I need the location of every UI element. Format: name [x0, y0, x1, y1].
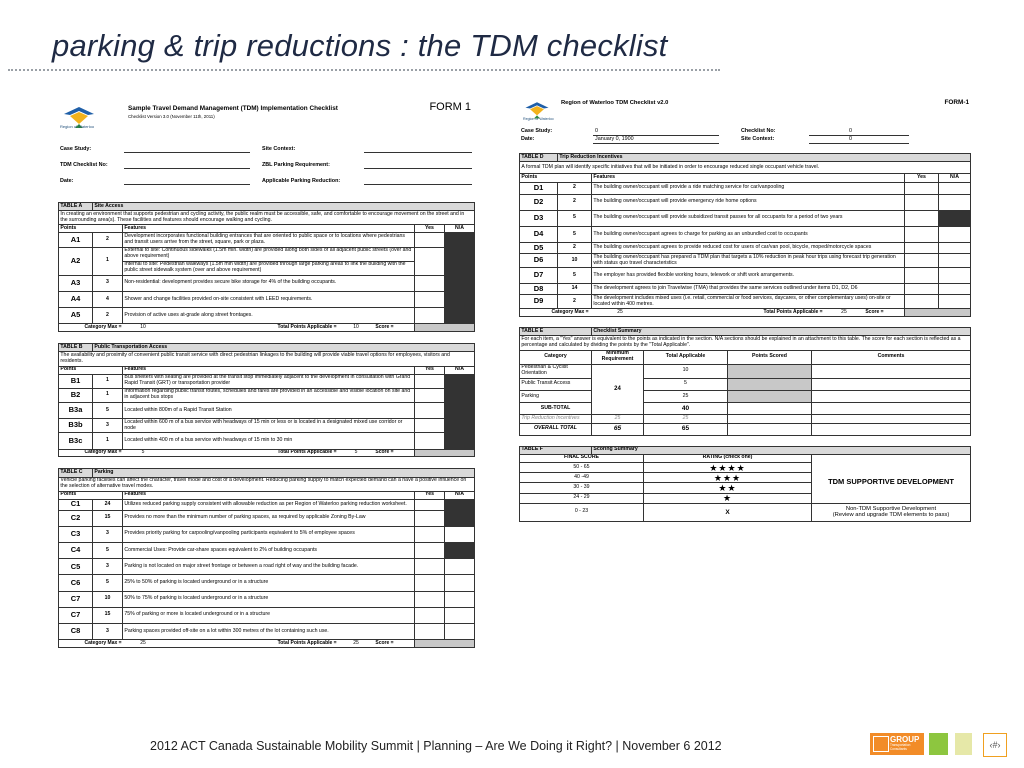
table-row: B3b 3 Located within 600 m of a bus service with headways of 15 min or less or is located in a designated mixed use corridor or node [59, 419, 475, 433]
na-checkbox[interactable] [445, 526, 475, 542]
table-row: D7 5 The employer has provided flexible working hours, telework or shift work arrangements. [520, 268, 971, 284]
table-row: Trip Reduction Incentives 25 25 [520, 415, 971, 423]
yes-checkbox[interactable] [415, 526, 445, 542]
table-desc: For each item, a "Yes" answer is equivalent to the points as indicated in the section. N/A sections should be explained in an attachment to this table. The score for each section is reflected as a percentage and calculated by dividing the points by the "Total Applicable". [520, 336, 971, 350]
na-checkbox[interactable] [444, 419, 474, 433]
yes-checkbox[interactable] [415, 624, 445, 640]
category-totals-row: Category Max = 10 Total Points Applicable = 10 Score = [59, 324, 475, 332]
field-underline [809, 135, 909, 136]
table-code: TABLE D [520, 154, 558, 162]
yes-checkbox[interactable] [904, 295, 938, 309]
yes-checkbox[interactable] [414, 292, 444, 308]
na-checkbox[interactable] [445, 559, 475, 575]
rating-check-mark[interactable]: X [644, 503, 812, 521]
yes-checkbox[interactable] [904, 254, 938, 268]
case-study-label: Case Study: [60, 146, 92, 152]
na-checkbox[interactable] [938, 227, 970, 243]
table-row: Pedestrian & Cyclist Orientation 24 10 [520, 364, 971, 378]
table-row: SUB-TOTAL 40 [520, 403, 971, 415]
yes-checkbox[interactable] [414, 233, 444, 247]
table-code: TABLE A [59, 203, 93, 211]
applicable-label: Applicable Parking Reduction: [262, 178, 341, 184]
yes-checkbox[interactable] [904, 268, 938, 284]
yes-checkbox[interactable] [414, 247, 444, 275]
form-subtitle: Checklist Version 3.0 (November 11th, 2011) [128, 114, 215, 119]
yes-checkbox[interactable] [904, 243, 938, 254]
yes-header: Yes [414, 225, 444, 233]
field-underline [809, 143, 909, 144]
na-checkbox[interactable] [444, 388, 474, 402]
yes-checkbox[interactable] [415, 543, 445, 559]
table-row: C5 3 Parking is not located on major street frontage or between a road right of way and the building facade. [59, 559, 475, 575]
features-header: Features [123, 225, 415, 233]
table-e [519, 327, 971, 435]
form-title: Region of Waterloo TDM Checklist v2.0 [561, 100, 669, 106]
checklist-no-field[interactable] [124, 168, 250, 169]
na-checkbox[interactable] [938, 284, 970, 295]
non-supportive-label: Non-TDM Supportive Development (Review and upgrade TDM elements to pass) [812, 503, 971, 521]
date-label: Date: [521, 136, 535, 142]
yellow-block [955, 733, 972, 755]
table-desc: In creating an environment that supports pedestrian and cycling activity, the public realm must be accessible, safe, and comfortable to encourage movement on the street and in the surrounding area(s). These facilities and features should encourage walking and cycling. [59, 211, 475, 225]
group-logo [870, 733, 924, 755]
table-row: D8 14 The development agrees to join Travelwise (TMA) that provides the same services outlined under items D1, D2, D6 [520, 284, 971, 295]
na-checkbox[interactable] [938, 254, 970, 268]
yes-checkbox[interactable] [414, 433, 444, 449]
form-fields [519, 126, 971, 148]
na-checkbox[interactable] [444, 247, 474, 275]
table-desc: Vehicle parking facilities can affect the character, travel mode and cost of a development. Reducing parking supply to match expected demand can a have a positive influence on the selection of alternative travel modes. [59, 477, 475, 491]
table-row: D2 2 The building owner/occupant will provide emergency ride home options [520, 194, 971, 210]
yes-checkbox[interactable] [415, 499, 445, 510]
yes-checkbox[interactable] [414, 388, 444, 402]
na-checkbox[interactable] [445, 607, 475, 623]
table-row: Parking 25 [520, 390, 971, 402]
score-cell [414, 324, 474, 332]
table-row: D6 10 The building owner/occupant has prepared a TDM plan that targets a 10% reduction in peak hour trips using forecast trip generation with status quo travel characteristics [520, 254, 971, 268]
table-code: TABLE F [520, 446, 592, 454]
na-checkbox[interactable] [444, 275, 474, 291]
na-checkbox[interactable] [938, 194, 970, 210]
table-row: C3 3 Provides priority parking for carpooling/vanpooling participants equivalent to 5% of employee spaces [59, 526, 475, 542]
table-row: 24 - 29 ★ [520, 493, 971, 503]
slide-footer: 2012 ACT Canada Sustainable Mobility Summit | Planning – Are We Doing it Right? | November 6 2012 [150, 739, 722, 753]
slide-title: parking & trip reductions : the TDM checklist [52, 28, 668, 63]
yes-checkbox[interactable] [414, 403, 444, 419]
site-value[interactable]: 0 [849, 136, 852, 142]
table-f [519, 446, 971, 522]
table-name: Checklist Summary [592, 328, 971, 336]
table-name: Site Access [93, 203, 475, 211]
na-header: N/A [444, 225, 474, 233]
col-header: Points Scored [728, 350, 812, 364]
group-logo-subtitle: Transportation Consultants [890, 743, 911, 751]
col-header: Category [520, 350, 592, 364]
table-code: TABLE B [59, 344, 93, 352]
table-row: OVERALL TOTAL 65 65 [520, 423, 971, 435]
na-checkbox[interactable] [445, 510, 475, 526]
case-study-value[interactable]: 0 [595, 128, 598, 134]
na-checkbox[interactable] [938, 243, 970, 254]
col-header: Minimum Requirement [592, 350, 644, 364]
table-code: TABLE C [59, 469, 93, 477]
table-row: D1 2 The building owner/occupant will provide a ride matching service for car/vanpooling [520, 182, 971, 194]
score-cell [904, 309, 970, 317]
form-title: Sample Travel Demand Management (TDM) Implementation Checklist [128, 105, 338, 112]
table-name: Parking [93, 469, 475, 477]
table-row: B3c 1 Located within 400 m of a bus service with headways of 15 min to 30 min [59, 433, 475, 449]
yes-checkbox[interactable] [415, 607, 445, 623]
na-checkbox[interactable] [444, 308, 474, 324]
title-divider [8, 69, 720, 71]
zbl-field[interactable] [364, 168, 472, 169]
score-cell [415, 640, 475, 648]
na-checkbox[interactable] [445, 624, 475, 640]
form-label: FORM 1 [429, 101, 471, 113]
table-desc: A formal TDM plan will identify specific initiatives that will be initiated in order to encourage reduced single occupant vehicle travel. [520, 162, 971, 174]
na-checkbox[interactable] [938, 182, 970, 194]
na-checkbox[interactable] [444, 233, 474, 247]
table-row: A3 3 Non-residential: development provides secure bike storage for 4% of the building occupants. [59, 275, 475, 291]
na-checkbox[interactable] [444, 374, 474, 388]
table-c: TABLE C Parking Vehicle parking facilities can affect the character, travel mode and cost of a development. Reducing parking supply to match expected demand can a have a positive influence on the selection of alternative travel modes. Points Features Yes N/A C1 24 Utilizes reduced parking supply consistent with allowable reduction as per Region of Waterloo parking reduction worksheet. C2 15 Provides no more than the minimum number of parking spaces, as required by applicable Zoning By-Law C3 3 Provides priority parking for carpooling/vanpooling participants equivalent to 5% of employee spaces C4 5 Commercial Uses: Provide car-share spaces equivalent to 2% of building occupants C5 3 Parking is not located on major street frontage or between a road right of way and the building facade. C6 5 25% to 50% of parking is located underground or in a structure C7 10 50% to 75% of parking is located underground or in a structure C7 15 75% of parking or more is located underground or in a structure C8 3 Parking spaces provided off-site on a lot within 300 metres of the lot containing such use. Category Max = 25 Total Points Applicable = 25 Score = [58, 468, 475, 648]
na-checkbox[interactable] [444, 433, 474, 449]
table-row: C7 15 75% of parking or more is located underground or in a structure [59, 607, 475, 623]
table-row: B1 1 Bus shelters with seating are provided at the transit stop immediately adjacent to the development in consultation with Grand Rapid Transit (GRT) or transportation provider [59, 374, 475, 388]
category-totals-row: Category Max = 25 Total Points Applicable = 25 Score = [59, 640, 475, 648]
date-field[interactable] [124, 184, 250, 185]
col-header: RATING (check one) [644, 454, 812, 462]
table-row: 30 - 39 ★★ [520, 483, 971, 493]
table-row: B3a 5 Located within 800m of a Rapid Transit Station [59, 403, 475, 419]
checklist-no-label: TDM Checklist No: [60, 162, 108, 168]
star-rating-icon: ★ [644, 493, 812, 503]
form-label: FORM-1 [944, 99, 969, 106]
table-d: TABLE D Trip Reduction Incentives A formal TDM plan will identify specific initiatives that will be initiated in order to encourage reduced single occupant vehicle travel. Points Features Yes N/A D1 2 The building owner/occupant will provide a ride matching service for car/vanpooling D2 2 The building owner/occupant will provide emergency ride home options D3 5 The building owner/occupant will provide subsidized transit passes for all occupants for a period of two years D4 5 The building owner/occupant agrees to charge for parking as an unbundled cost to occupants D5 2 The building owner/occupant agrees to provide reduced cost for users of car/van pool, bicycle, moped/motorcycle spaces D6 10 The building owner/occupant has prepared a TDM plan that targets a 10% reduction in peak hour trips using forecast trip generation with status quo travel characteristics D7 5 The employer has provided flexible working hours, telework or shift work arrangements. D8 14 The development agrees to join Travelwise (TMA) that provides the same services outlined under items D1, D2, D6 D9 2 The development includes mixed uses (i.e. retail, commercial or food services, daycares, or other complementary uses) on-site or located within 400 metres. Category Max = 25 Total Points Applicable = 25 Score = [519, 153, 971, 317]
tdm-supportive-label: TDM SUPPORTIVE DEVELOPMENT [812, 463, 971, 504]
table-row: 0 - 23 X Non-TDM Supportive Development (Review and upgrade TDM elements to pass) [520, 503, 971, 521]
na-checkbox[interactable] [445, 591, 475, 607]
site-context-label: Site Context: [262, 146, 296, 152]
group-logo-text: GROUP [890, 735, 920, 744]
table-row: A4 4 Shower and change facilities provided on-site consistent with LEED requirements. [59, 292, 475, 308]
na-checkbox[interactable] [444, 292, 474, 308]
yes-checkbox[interactable] [904, 182, 938, 194]
table-row: C6 5 25% to 50% of parking is located underground or in a structure [59, 575, 475, 591]
points-header: Points [59, 225, 123, 233]
table-a [58, 202, 475, 332]
yes-checkbox[interactable] [414, 275, 444, 291]
group-logo-icon [873, 736, 889, 752]
table-name: Public Transportation Access [93, 344, 475, 352]
table-row: C2 15 Provides no more than the minimum number of parking spaces, as required by applicable Zoning By-Law [59, 510, 475, 526]
na-checkbox[interactable] [444, 403, 474, 419]
star-rating-icon: ★★ [644, 483, 812, 493]
table-code: TABLE E [520, 328, 592, 336]
star-rating-icon: ★★★ [644, 473, 812, 483]
table-row: C7 10 50% to 75% of parking is located underground or in a structure [59, 591, 475, 607]
site-label: Site Context: [741, 136, 775, 142]
col-header: Total Applicable [644, 350, 728, 364]
green-block [929, 733, 948, 755]
col-header: Comments [812, 350, 971, 364]
right-checklist-form [519, 96, 971, 522]
zbl-label: ZBL Parking Requirement: [262, 162, 330, 168]
form-fields [58, 146, 475, 196]
table-desc: The availability and proximity of convenient public transit service with direct pedestrian linkages to the building will provide viable travel options for employees, visitors and residents. [59, 352, 475, 366]
yes-checkbox[interactable] [415, 591, 445, 607]
table-row: C4 5 Commercial Uses: Provide car-share spaces equivalent to 2% of building occupants [59, 543, 475, 559]
yes-checkbox[interactable] [414, 374, 444, 388]
col-header: FINAL SCORE [520, 454, 644, 462]
na-checkbox[interactable] [445, 543, 475, 559]
table-row: 40 -49 ★★★ [520, 473, 971, 483]
table-row: A5 2 Provision of active uses at-grade along street frontages. [59, 308, 475, 324]
yes-checkbox[interactable] [904, 194, 938, 210]
table-row: A1 2 Development incorporates functional building entrances that are oriented to public space or to locations where pedestrians and transit users arrive from the street, square, park or plaza. [59, 233, 475, 247]
table-b: TABLE B Public Transportation Access The availability and proximity of convenient public transit service with direct pedestrian linkages to the building will provide viable travel options for employees, visitors and residents. Points Features Yes N/A B1 1 Bus shelters with seating are provided at the transit stop immediately adjacent to the development in consultation with Grand Rapid Transit (GRT) or transportation provider B2 1 Information regarding public transit routes, schedules and fares are provided in an accessible and visible location on site and in adjacent bus stops B3a 5 Located within 800m of a Rapid Transit Station B3b 3 Located within 600 m of a bus service with headways of 15 min or less or is located in a designated mixed use corridor or node B3c 1 Located within 400 m of a bus service with headways of 15 min to 30 min Category Max = 5 Total Points Applicable = 5 Score = [58, 343, 475, 457]
table-row: C8 3 Parking spaces provided off-site on a lot within 300 metres of the lot containing such use. [59, 624, 475, 640]
yes-checkbox[interactable] [414, 419, 444, 433]
category-totals-row: Category Max = 25 Total Points Applicable = 25 Score = [520, 309, 971, 317]
table-row: D5 2 The building owner/occupant agrees to provide reduced cost for users of car/van pool, bicycle, moped/motorcycle spaces [520, 243, 971, 254]
date-label: Date: [60, 178, 74, 184]
page-number: ‹#› [983, 733, 1007, 757]
left-checklist-form [58, 98, 475, 648]
date-value[interactable]: January 0, 1900 [595, 136, 634, 142]
yes-checkbox[interactable] [904, 227, 938, 243]
field-underline [593, 143, 719, 144]
yes-checkbox[interactable] [414, 308, 444, 324]
case-study-label: Case Study: [521, 128, 553, 134]
na-checkbox[interactable] [938, 210, 970, 226]
na-checkbox[interactable] [445, 499, 475, 510]
table-row: Public Transit Access 5 [520, 378, 971, 390]
yes-checkbox[interactable] [415, 575, 445, 591]
table-row: B2 1 Information regarding public transit routes, schedules and fares are provided in an accessible and visible location on site and in adjacent bus stops [59, 388, 475, 402]
yes-checkbox[interactable] [904, 210, 938, 226]
table-row: C1 24 Utilizes reduced parking supply consistent with allowable reduction as per Region of Waterloo parking reduction worksheet. [59, 499, 475, 510]
table-row: A2 1 External to site: Continuous sidewalks (1.5m min. width) are provided along both sides of all adjacent public streets (over and above requirement) [59, 247, 475, 261]
checklist-value[interactable]: 0 [849, 128, 852, 134]
table-name: Trip Reduction Incentives [558, 154, 971, 162]
na-checkbox[interactable] [445, 575, 475, 591]
applicable-field[interactable] [364, 184, 472, 185]
table-row: D4 5 The building owner/occupant agrees to charge for parking as an unbundled cost to occupants [520, 227, 971, 243]
yes-checkbox[interactable] [904, 284, 938, 295]
table-row: D3 5 The building owner/occupant will provide subsidized transit passes for all occupants for a period of two years [520, 210, 971, 226]
logo-caption: Region of Waterloo [523, 117, 554, 121]
table-row: D9 2 The development includes mixed uses (i.e. retail, commercial or food services, daycares, or other complementary uses) on-site or located within 400 metres. [520, 295, 971, 309]
star-rating-icon: ★★★★ [644, 463, 812, 473]
na-checkbox[interactable] [938, 268, 970, 284]
table-row: Internal to site: Pedestrian walkways (1.5m min width) are provided through large parking areas to link the building with the public street sidewalk system (over and above requirement) [59, 261, 475, 275]
na-checkbox[interactable] [938, 295, 970, 309]
yes-checkbox[interactable] [415, 510, 445, 526]
table-row: 50 - 65 ★★★★ TDM SUPPORTIVE DEVELOPMENT [520, 463, 971, 473]
category-totals-row: Category Max = 5 Total Points Applicable = 5 Score = [59, 449, 475, 457]
score-cell [414, 449, 474, 457]
checklist-label: Checklist No: [741, 128, 776, 134]
case-study-field[interactable] [124, 152, 250, 153]
table-name: Scoring Summary [592, 446, 971, 454]
yes-checkbox[interactable] [415, 559, 445, 575]
site-context-field[interactable] [364, 152, 472, 153]
logo-caption: Region of Waterloo [60, 124, 95, 129]
